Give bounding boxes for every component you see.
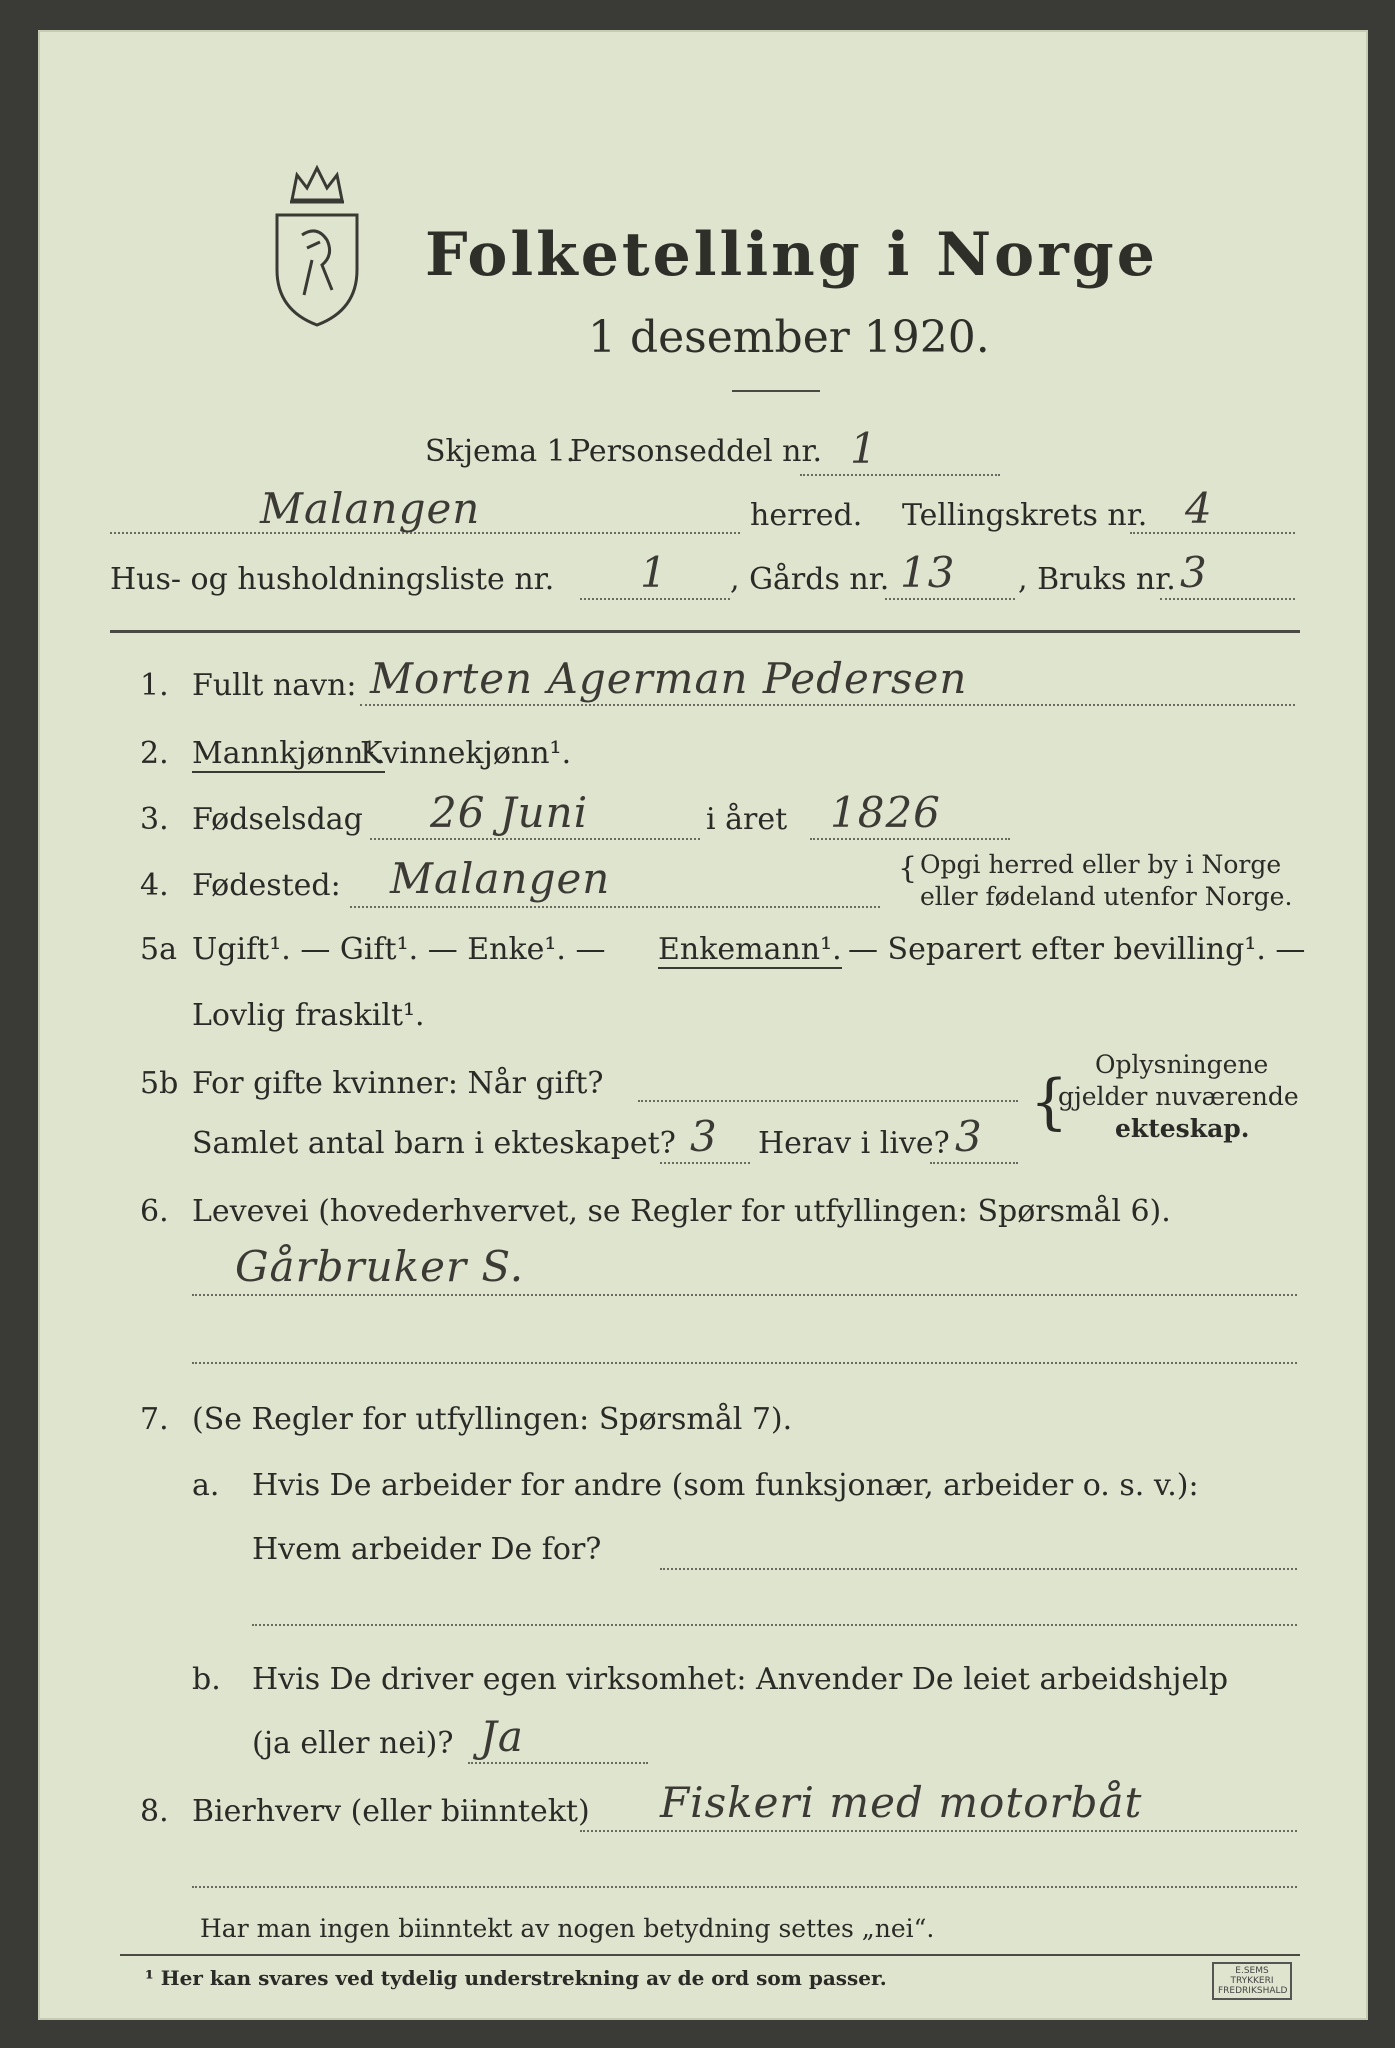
year-label: i året <box>706 802 788 837</box>
hired-help-label: (ja eller nei)? <box>252 1726 454 1761</box>
q3-label: Fødselsdag <box>192 802 363 837</box>
bruks-label: , Bruks nr. <box>1018 562 1176 597</box>
q5b-note-2: gjelder nuværende <box>1058 1082 1299 1111</box>
occupation-value[interactable]: Gårbruker S. <box>235 1242 525 1291</box>
q7b-label: Hvis De driver egen virksomhet: Anvender De leiet arbeidshjelp <box>252 1662 1229 1697</box>
personseddel-value[interactable]: 1 <box>850 424 878 473</box>
q5a-number: 5a <box>140 932 177 967</box>
q5b-note-3: ekteskap. <box>1115 1114 1250 1143</box>
herred-label: herred. <box>750 498 863 533</box>
alive-label: Herav i live? <box>758 1126 950 1161</box>
q7a-number: a. <box>192 1468 220 1503</box>
hired-help-value[interactable]: Ja <box>480 1712 524 1761</box>
alive-value[interactable]: 3 <box>955 1112 983 1161</box>
birth-year-value[interactable]: 1826 <box>830 788 941 837</box>
marital-options[interactable]: Ugift¹. — Gift¹. — Enke¹. — <box>192 932 606 967</box>
q8-number: 8. <box>140 1794 169 1829</box>
enkemann-option[interactable]: Enkemann¹. <box>658 932 842 967</box>
herred-value[interactable]: Malangen <box>260 484 481 533</box>
full-name-value[interactable]: Morten Agerman Pedersen <box>370 654 968 703</box>
q7b-number: b. <box>192 1662 221 1697</box>
q6-number: 6. <box>140 1194 169 1229</box>
bruks-value[interactable]: 3 <box>1180 548 1208 597</box>
q7a-label: Hvis De arbeider for andre (som funksjonær, arbeider o. s. v.): <box>252 1468 1199 1503</box>
hus-label: Hus- og husholdningsliste nr. <box>110 562 555 597</box>
female-option[interactable]: Kvinnekjønn¹. <box>360 736 572 771</box>
q4-label: Fødested: <box>192 868 341 903</box>
male-option[interactable]: Mannkjønn¹. <box>192 736 385 771</box>
q1-number: 1. <box>140 668 169 703</box>
side-income-value[interactable]: Fiskeri med motorbåt <box>660 1778 1143 1827</box>
q5b-number: 5b <box>140 1066 179 1101</box>
census-form: Folketelling i Norge 1 desember 1920. Skjema 1. Personseddel nr. 1 Malangen herred. Tellingskrets nr. 4 Hus- og husholdningsliste nr. 1 , Gårds nr. 13 , Bruks nr. 3 1. Fullt navn: Morten Agerman Pedersen 2. Mannkjønn¹. Kvinnekjønn¹. 3. Fødselsdag 26 Juni i året 1826 4. Fødested: Malangen { Opgi herred eller by i Norge eller fødeland utenfor Norge. 5a Ugift¹. — Gift¹. — Enke¹. — Enkemann¹. — Separert efter bevilling¹. — Lovlig fraskilt¹. 5b For gifte kvinner: Når gift? Samlet antal barn i ekteskapet? 3 Herav i live? 3 { Oplysningene gjelder nuværende ekteskap. 6. Levevei (hovederhvervet, se Regler for utfyllingen: Spørsmål 6). Gårbruker S. 7. (Se Regler for utfyllingen: Spørsmål 7). a. Hvis De arbeider for andre (som funksjonær, arbeider o. s. v.): Hvem arbeider De for? b. Hvis De driver egen virksomhet: Anvender De leiet arbeidshjelp (ja eller nei)? Ja 8. Bierhverv (eller biinntekt) Fiskeri med motorbåt Har man ingen biinntekt av nogen betydning settes „nei“. ¹ Her kan svares ved tydelig understrekning av de ord som passer. E.SEMS TRYKKERI FREDRIKSHALD <box>38 30 1368 2020</box>
divorced-option[interactable]: Lovlig fraskilt¹. <box>192 998 425 1033</box>
birthplace-value[interactable]: Malangen <box>390 854 611 903</box>
birthplace-note-2: eller fødeland utenfor Norge. <box>920 882 1293 911</box>
q6-label: Levevei (hovederhvervet, se Regler for utfyllingen: Spørsmål 6). <box>192 1194 1171 1229</box>
nei-note: Har man ingen biinntekt av nogen betydning settes „nei“. <box>200 1914 935 1943</box>
q5b-note-1: Oplysningene <box>1095 1050 1269 1079</box>
gaards-label: , Gårds nr. <box>730 562 890 597</box>
form-date: 1 desember 1920. <box>588 312 990 363</box>
employer-label: Hvem arbeider De for? <box>252 1532 602 1567</box>
q3-number: 3. <box>140 802 169 837</box>
marital-options-rest[interactable]: — Separert efter bevilling¹. — <box>848 932 1306 967</box>
q4-number: 4. <box>140 868 169 903</box>
personseddel-label: Personseddel nr. <box>570 434 823 469</box>
children-label: Samlet antal barn i ekteskapet? <box>192 1126 676 1161</box>
q7-label: (Se Regler for utfyllingen: Spørsmål 7). <box>192 1402 793 1437</box>
q1-label: Fullt navn: <box>192 668 357 703</box>
tellingskrets-value[interactable]: 4 <box>1185 484 1213 533</box>
printer-stamp: E.SEMS TRYKKERI FREDRIKSHALD <box>1212 1962 1292 2000</box>
q5b-label: For gifte kvinner: Når gift? <box>192 1066 604 1101</box>
tellingskrets-label: Tellingskrets nr. <box>902 498 1148 533</box>
form-title: Folketelling i Norge <box>425 220 1158 290</box>
q7-number: 7. <box>140 1402 169 1437</box>
footnote: ¹ Her kan svares ved tydelig understrekning av de ord som passer. <box>145 1966 887 1990</box>
skjema-label: Skjema 1. <box>425 434 576 469</box>
hus-value[interactable]: 1 <box>640 548 668 597</box>
children-value[interactable]: 3 <box>690 1112 718 1161</box>
q8-label: Bierhverv (eller biinntekt) <box>192 1794 590 1829</box>
birthplace-note-1: Opgi herred eller by i Norge <box>920 850 1282 879</box>
gaards-value[interactable]: 13 <box>900 548 956 597</box>
coat-of-arms-icon <box>262 160 372 330</box>
q2-number: 2. <box>140 736 169 771</box>
birthday-value[interactable]: 26 Juni <box>430 788 589 837</box>
